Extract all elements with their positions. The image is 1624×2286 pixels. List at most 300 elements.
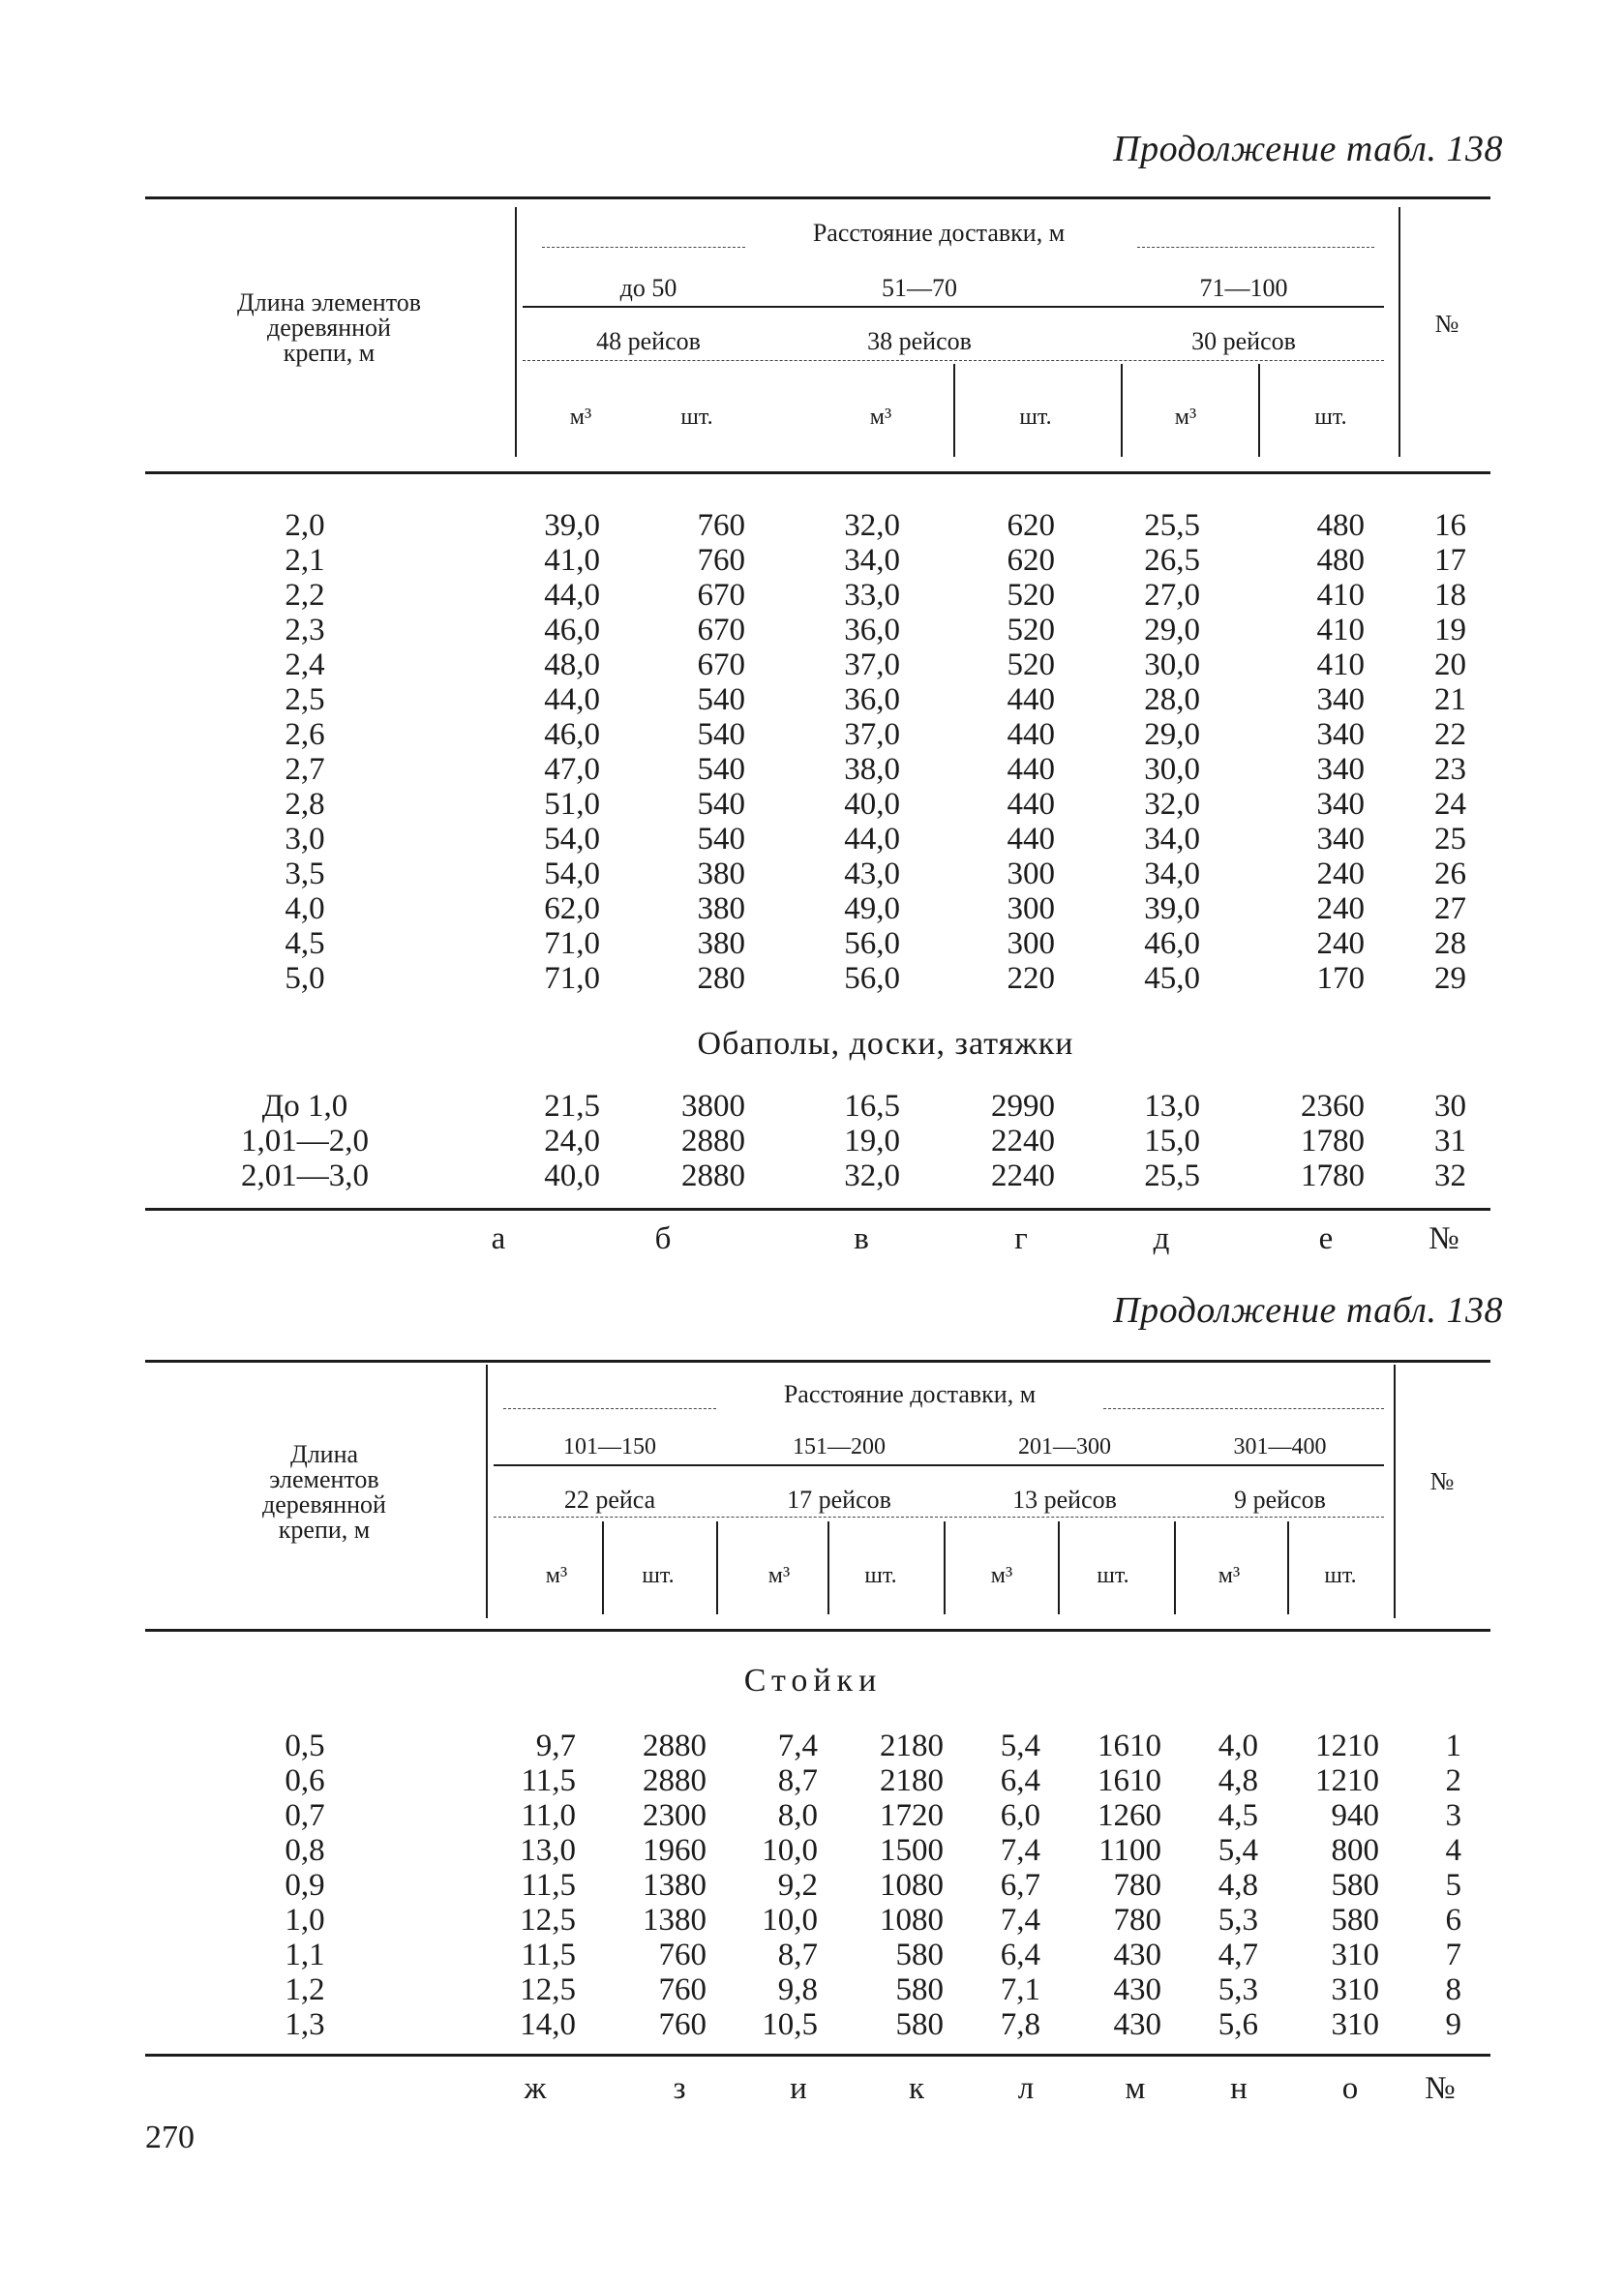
table-row [0, 1833, 1624, 1868]
value-cell: 580 [895, 1938, 944, 1972]
row-number-cell: 8 [1445, 1972, 1461, 2007]
length-cell: 0,6 [285, 1763, 325, 1798]
table2-units-divider-6 [1174, 1521, 1176, 1614]
value-cell: 2180 [880, 1763, 944, 1798]
row-number-cell: 6 [1445, 1903, 1461, 1938]
column-letter: з [673, 2071, 686, 2106]
value-cell: 37,0 [844, 647, 900, 682]
table1-unit-pcs-2: шт. [1019, 405, 1052, 430]
table1-unit-pcs-1: шт. [680, 405, 713, 430]
column-letter: г [1014, 1221, 1028, 1256]
table-row [0, 1903, 1624, 1938]
value-cell: 11,5 [521, 1868, 576, 1903]
table2-trips-2: 17 рейсов [787, 1486, 891, 1514]
table2-units-divider-1 [602, 1521, 604, 1614]
value-cell: 49,0 [844, 891, 900, 926]
table1-header-row-label [174, 290, 484, 366]
row-number-cell: 27 [1434, 891, 1466, 926]
value-cell: 1610 [1098, 1763, 1161, 1798]
value-cell: 29,0 [1144, 717, 1200, 752]
value-cell: 380 [697, 926, 745, 961]
table1-row-label-line1: Длина элементов [237, 288, 421, 316]
table1-unit-m3-1: м³ [569, 405, 592, 430]
row-number-cell: 21 [1434, 682, 1466, 717]
table1-top-rule [145, 196, 1490, 199]
value-cell: 28,0 [1144, 682, 1200, 717]
value-cell: 34,0 [844, 543, 900, 578]
value-cell: 8,0 [777, 1798, 818, 1833]
length-cell: 2,0 [285, 508, 325, 543]
table2-trips-1: 22 рейса [563, 1486, 656, 1514]
value-cell: 9,7 [535, 1729, 576, 1763]
value-cell: 7,4 [1000, 1833, 1040, 1868]
value-cell: 310 [1331, 2007, 1379, 2042]
value-cell: 36,0 [844, 613, 900, 647]
row-number-cell: 18 [1434, 578, 1466, 613]
value-cell: 37,0 [844, 717, 900, 752]
row-number-cell: 5 [1445, 1868, 1461, 1903]
value-cell: 760 [697, 543, 745, 578]
table1-trips-rule [523, 360, 1384, 361]
value-cell: 48,0 [544, 647, 600, 682]
table-row [0, 961, 1624, 996]
table-row [0, 926, 1624, 961]
value-cell: 440 [1007, 682, 1055, 717]
table2-group-title: Расстояние доставки, м [783, 1380, 1037, 1408]
table-row [0, 543, 1624, 578]
value-cell: 340 [1316, 822, 1365, 857]
value-cell: 47,0 [544, 752, 600, 787]
value-cell: 380 [697, 857, 745, 891]
value-cell: 71,0 [544, 926, 600, 961]
table2-trips-3: 13 рейсов [1012, 1486, 1117, 1514]
row-number-cell: 23 [1434, 752, 1466, 787]
value-cell: 440 [1007, 822, 1055, 857]
value-cell: 10,0 [762, 1903, 818, 1938]
column-letter: д [1153, 1221, 1170, 1256]
table1-trips-3: 30 рейсов [1191, 327, 1296, 355]
value-cell: 11,5 [521, 1938, 576, 1972]
value-cell: 340 [1316, 682, 1365, 717]
value-cell: 1610 [1098, 1729, 1161, 1763]
row-number-cell: 30 [1434, 1089, 1466, 1124]
table-row [0, 682, 1624, 717]
value-cell: 580 [1331, 1868, 1379, 1903]
table2-caption: Продолжение табл. 138 [1113, 1290, 1503, 1331]
table1-trips-1: 48 рейсов [596, 327, 701, 355]
length-cell: 1,0 [285, 1903, 325, 1938]
value-cell: 440 [1007, 787, 1055, 822]
value-cell: 13,0 [520, 1833, 576, 1868]
value-cell: 580 [895, 1972, 944, 2007]
value-cell: 540 [697, 787, 745, 822]
value-cell: 34,0 [1144, 857, 1200, 891]
length-cell: 0,8 [285, 1833, 325, 1868]
table2-units-divider-4 [944, 1521, 946, 1614]
table2-unit-pcs-3: шт. [1097, 1563, 1129, 1588]
table2-trips-4: 9 рейсов [1234, 1486, 1326, 1514]
table1-group-title: Расстояние доставки, м [812, 219, 1066, 247]
value-cell: 1380 [643, 1868, 707, 1903]
value-cell: 46,0 [1144, 926, 1200, 961]
value-cell: 19,0 [844, 1124, 900, 1158]
row-number-cell: 19 [1434, 613, 1466, 647]
row-number-cell: 2 [1445, 1763, 1461, 1798]
column-letter: н [1230, 2071, 1248, 2106]
column-letter: и [790, 2071, 807, 2106]
table1-header-bottom-rule [145, 471, 1490, 474]
table2-top-rule [145, 1360, 1490, 1363]
value-cell: 7,1 [1000, 1972, 1040, 2007]
value-cell: 440 [1007, 717, 1055, 752]
value-cell: 1260 [1098, 1798, 1161, 1833]
table2-header-no: № [1429, 1467, 1455, 1495]
value-cell: 670 [697, 613, 745, 647]
length-cell: 2,2 [285, 578, 325, 613]
value-cell: 44,0 [844, 822, 900, 857]
length-cell: До 1,0 [261, 1089, 348, 1124]
table1-unit-pcs-3: шт. [1314, 405, 1347, 430]
value-cell: 4,5 [1218, 1798, 1258, 1833]
table1-row-label-line2: деревянной [267, 314, 391, 342]
value-cell: 5,4 [1000, 1729, 1040, 1763]
length-cell: 2,3 [285, 613, 325, 647]
value-cell: 410 [1316, 647, 1365, 682]
value-cell: 2180 [880, 1729, 944, 1763]
value-cell: 300 [1007, 926, 1055, 961]
table2-distance-2: 151—200 [793, 1434, 886, 1459]
value-cell: 25,5 [1144, 508, 1200, 543]
table2-row-label-line1: Длина [289, 1440, 359, 1468]
table2-unit-pcs-4: шт. [1324, 1563, 1357, 1588]
value-cell: 6,4 [1000, 1763, 1040, 1798]
table2-units-divider-5 [1058, 1521, 1060, 1614]
page-number: 270 [145, 2120, 195, 2155]
table-row [0, 1798, 1624, 1833]
row-number-cell: 3 [1445, 1798, 1461, 1833]
value-cell: 1380 [643, 1903, 707, 1938]
value-cell: 41,0 [544, 543, 600, 578]
row-number-cell: 31 [1434, 1124, 1466, 1158]
length-cell: 1,1 [285, 1938, 325, 1972]
table2-title-dash-right [1103, 1408, 1384, 1409]
value-cell: 440 [1007, 752, 1055, 787]
value-cell: 1080 [880, 1868, 944, 1903]
row-number-cell: 4 [1445, 1833, 1461, 1868]
length-cell: 0,5 [285, 1729, 325, 1763]
value-cell: 240 [1316, 857, 1365, 891]
value-cell: 51,0 [544, 787, 600, 822]
table1-header-no: № [1434, 310, 1459, 338]
value-cell: 1210 [1315, 1729, 1379, 1763]
value-cell: 760 [658, 1972, 707, 2007]
value-cell: 2880 [643, 1763, 707, 1798]
length-cell: 4,0 [285, 891, 325, 926]
table-row [0, 1972, 1624, 2007]
value-cell: 540 [697, 822, 745, 857]
table1-distance-1: до 50 [619, 274, 677, 302]
value-cell: 170 [1316, 961, 1365, 996]
value-cell: 32,0 [844, 508, 900, 543]
value-cell: 39,0 [1144, 891, 1200, 926]
row-number-cell: 22 [1434, 717, 1466, 752]
column-letter: л [1017, 2071, 1035, 2106]
column-letter: № [1429, 1221, 1459, 1256]
row-number-cell: 25 [1434, 822, 1466, 857]
value-cell: 760 [697, 508, 745, 543]
value-cell: 1100 [1098, 1833, 1161, 1868]
table2-header-left-border [486, 1365, 488, 1618]
value-cell: 30,0 [1144, 647, 1200, 682]
column-letter: в [854, 1221, 869, 1256]
value-cell: 410 [1316, 613, 1365, 647]
value-cell: 1500 [880, 1833, 944, 1868]
table1-row-label-line3: крепи, м [283, 339, 376, 367]
value-cell: 11,0 [521, 1798, 576, 1833]
value-cell: 21,5 [544, 1089, 600, 1124]
table-row [0, 1124, 1624, 1158]
value-cell: 2880 [681, 1158, 745, 1193]
value-cell: 32,0 [1144, 787, 1200, 822]
value-cell: 620 [1007, 508, 1055, 543]
value-cell: 5,4 [1218, 1833, 1258, 1868]
column-letter: а [491, 1221, 506, 1256]
table-row [0, 857, 1624, 891]
value-cell: 4,8 [1218, 1763, 1258, 1798]
value-cell: 7,4 [1000, 1903, 1040, 1938]
value-cell: 32,0 [844, 1158, 900, 1193]
row-number-cell: 7 [1445, 1938, 1461, 1972]
value-cell: 4,0 [1218, 1729, 1258, 1763]
value-cell: 46,0 [544, 613, 600, 647]
value-cell: 26,5 [1144, 543, 1200, 578]
value-cell: 310 [1331, 1972, 1379, 2007]
value-cell: 800 [1331, 1833, 1379, 1868]
value-cell: 380 [697, 891, 745, 926]
column-letter: б [654, 1221, 672, 1256]
value-cell: 27,0 [1144, 578, 1200, 613]
value-cell: 520 [1007, 613, 1055, 647]
row-number-cell: 24 [1434, 787, 1466, 822]
value-cell: 520 [1007, 578, 1055, 613]
value-cell: 280 [697, 961, 745, 996]
value-cell: 44,0 [544, 682, 600, 717]
value-cell: 540 [697, 717, 745, 752]
table2-units-divider-3 [827, 1521, 829, 1614]
column-letter: к [908, 2071, 925, 2106]
value-cell: 340 [1316, 787, 1365, 822]
row-number-cell: 29 [1434, 961, 1466, 996]
length-cell: 3,0 [285, 822, 325, 857]
value-cell: 540 [697, 682, 745, 717]
table-row [0, 787, 1624, 822]
value-cell: 30,0 [1144, 752, 1200, 787]
value-cell: 13,0 [1144, 1089, 1200, 1124]
column-letter: о [1341, 2071, 1359, 2106]
table2-unit-m3-3: м³ [990, 1563, 1013, 1588]
value-cell: 25,5 [1144, 1158, 1200, 1193]
value-cell: 6,4 [1000, 1938, 1040, 1972]
value-cell: 300 [1007, 891, 1055, 926]
value-cell: 780 [1113, 1868, 1161, 1903]
value-cell: 760 [658, 2007, 707, 2042]
table2-row-label-line3: деревянной [262, 1490, 386, 1519]
value-cell: 5,6 [1218, 2007, 1258, 2042]
value-cell: 520 [1007, 647, 1055, 682]
length-cell: 0,9 [285, 1868, 325, 1903]
table-row [0, 891, 1624, 926]
row-number-cell: 20 [1434, 647, 1466, 682]
value-cell: 9,8 [777, 1972, 818, 2007]
value-cell: 430 [1113, 2007, 1161, 2042]
length-cell: 2,5 [285, 682, 325, 717]
value-cell: 1720 [880, 1798, 944, 1833]
value-cell: 2240 [991, 1124, 1055, 1158]
table2-distance-4: 301—400 [1233, 1434, 1327, 1459]
table2-footer-letters [0, 2071, 1624, 2110]
row-number-cell: 9 [1445, 2007, 1461, 2042]
table2-bottom-rule [145, 2054, 1490, 2057]
column-letter: ж [524, 2071, 547, 2106]
value-cell: 44,0 [544, 578, 600, 613]
value-cell: 56,0 [844, 926, 900, 961]
value-cell: 36,0 [844, 682, 900, 717]
row-number-cell: 17 [1434, 543, 1466, 578]
table1-distance-2: 51—70 [882, 274, 957, 302]
value-cell: 43,0 [844, 857, 900, 891]
value-cell: 410 [1316, 578, 1365, 613]
value-cell: 2240 [991, 1158, 1055, 1193]
table1-footer-letters [0, 1221, 1624, 1260]
value-cell: 5,3 [1218, 1903, 1258, 1938]
value-cell: 14,0 [520, 2007, 576, 2042]
value-cell: 10,5 [762, 2007, 818, 2042]
table2-trips-rule [494, 1517, 1384, 1518]
value-cell: 1780 [1301, 1124, 1365, 1158]
table-row [0, 613, 1624, 647]
value-cell: 8,7 [777, 1763, 818, 1798]
value-cell: 480 [1316, 543, 1365, 578]
row-number-cell: 1 [1445, 1729, 1461, 1763]
length-cell: 2,6 [285, 717, 325, 752]
table-row [0, 1938, 1624, 1972]
table-row [0, 752, 1624, 787]
length-cell: 1,3 [285, 2007, 325, 2042]
value-cell: 29,0 [1144, 613, 1200, 647]
value-cell: 54,0 [544, 822, 600, 857]
length-cell: 2,4 [285, 647, 325, 682]
table2-unit-m3-2: м³ [767, 1563, 791, 1588]
table-row [0, 822, 1624, 857]
table2-unit-m3-4: м³ [1218, 1563, 1241, 1588]
value-cell: 16,5 [844, 1089, 900, 1124]
table2-row-label-line4: крепи, м [278, 1516, 371, 1544]
value-cell: 430 [1113, 1938, 1161, 1972]
table1-unit-m3-2: м³ [869, 405, 892, 430]
value-cell: 12,5 [520, 1972, 576, 2007]
value-cell: 2880 [643, 1729, 707, 1763]
value-cell: 670 [697, 578, 745, 613]
table1-unit-m3-3: м³ [1174, 405, 1197, 430]
table1-units-divider-3 [1258, 364, 1260, 457]
value-cell: 38,0 [844, 752, 900, 787]
table1-caption: Продолжение табл. 138 [1113, 129, 1503, 169]
length-cell: 0,7 [285, 1798, 325, 1833]
length-cell: 4,5 [285, 926, 325, 961]
value-cell: 620 [1007, 543, 1055, 578]
table2-units-divider-2 [716, 1521, 718, 1614]
table1-units-divider-2 [1121, 364, 1123, 457]
table-row [0, 717, 1624, 752]
value-cell: 62,0 [544, 891, 600, 926]
value-cell: 220 [1007, 961, 1055, 996]
value-cell: 4,7 [1218, 1938, 1258, 1972]
value-cell: 540 [697, 752, 745, 787]
value-cell: 4,8 [1218, 1868, 1258, 1903]
value-cell: 1780 [1301, 1158, 1365, 1193]
row-number-cell: 26 [1434, 857, 1466, 891]
value-cell: 54,0 [544, 857, 600, 891]
value-cell: 6,7 [1000, 1868, 1040, 1903]
table2-header-row-label [194, 1442, 455, 1543]
value-cell: 40,0 [544, 1158, 600, 1193]
value-cell: 9,2 [777, 1868, 818, 1903]
value-cell: 8,7 [777, 1938, 818, 1972]
length-cell: 1,2 [285, 1972, 325, 2007]
value-cell: 340 [1316, 717, 1365, 752]
value-cell: 12,5 [520, 1903, 576, 1938]
table2-section-title: Стойки [743, 1663, 883, 1699]
value-cell: 580 [1331, 1903, 1379, 1938]
table-row [0, 1089, 1624, 1124]
value-cell: 15,0 [1144, 1124, 1200, 1158]
table1-title-dash-left [542, 247, 745, 248]
value-cell: 1210 [1315, 1763, 1379, 1798]
table1-trips-2: 38 рейсов [867, 327, 972, 355]
value-cell: 2990 [991, 1089, 1055, 1124]
length-cell: 2,8 [285, 787, 325, 822]
table2-header-bottom-rule [145, 1629, 1490, 1632]
table-row [0, 1868, 1624, 1903]
value-cell: 45,0 [1144, 961, 1200, 996]
table2-unit-pcs-1: шт. [642, 1563, 675, 1588]
table1-bottom-rule [145, 1208, 1490, 1211]
row-number-cell: 16 [1434, 508, 1466, 543]
column-letter: м [1125, 2071, 1146, 2106]
value-cell: 56,0 [844, 961, 900, 996]
value-cell: 5,3 [1218, 1972, 1258, 2007]
table-row [0, 508, 1624, 543]
table1-distance-3: 71—100 [1199, 274, 1288, 302]
table2-distance-1: 101—150 [563, 1434, 656, 1459]
table1-units-divider-1 [953, 364, 955, 457]
value-cell: 1960 [643, 1833, 707, 1868]
row-number-cell: 28 [1434, 926, 1466, 961]
value-cell: 580 [895, 2007, 944, 2042]
value-cell: 340 [1316, 752, 1365, 787]
table-row [0, 1763, 1624, 1798]
table-row [0, 647, 1624, 682]
table-row [0, 578, 1624, 613]
length-cell: 3,5 [285, 857, 325, 891]
value-cell: 7,8 [1000, 2007, 1040, 2042]
table2-distance-3: 201—300 [1018, 1434, 1111, 1459]
column-letter: № [1425, 2071, 1456, 2106]
value-cell: 39,0 [544, 508, 600, 543]
value-cell: 7,4 [777, 1729, 818, 1763]
value-cell: 71,0 [544, 961, 600, 996]
length-cell: 1,01—2,0 [241, 1124, 369, 1158]
